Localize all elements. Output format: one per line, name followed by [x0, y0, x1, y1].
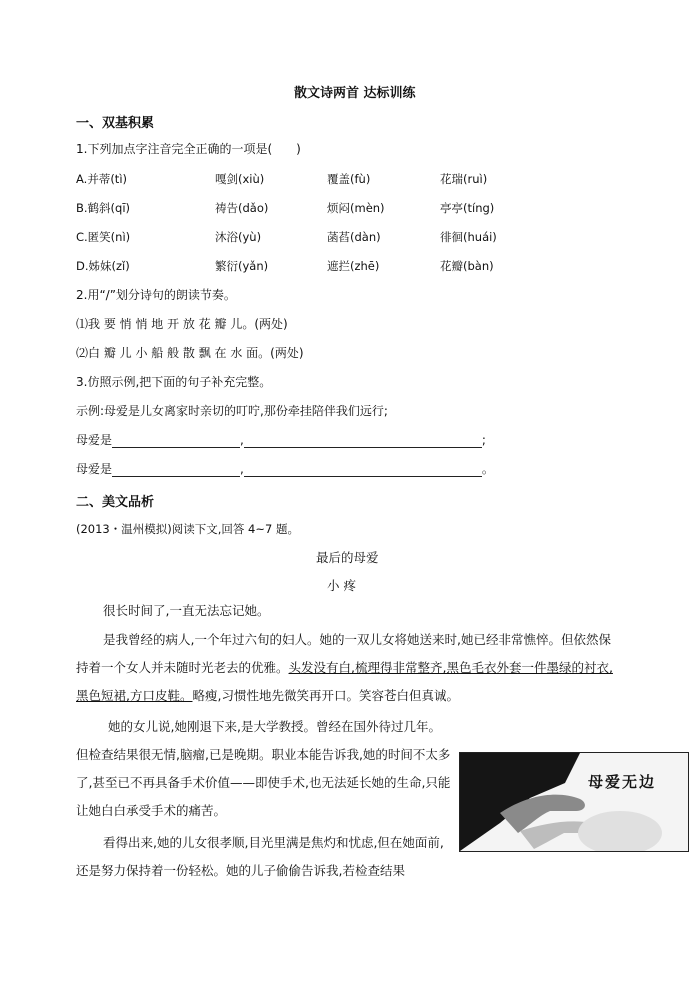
answer-blank[interactable] — [112, 463, 240, 477]
paragraph-3: 她的女儿说,她刚退下来,是大学教授。曾经在国外待过几年。但检查结果很无情,脑瘤,已是晚期。职业本能告诉我,她的时间不太多了,甚至已不再具备手术价值——即使手术,也无法延长她的生命,只能让她白白承受手术的痛苦。 — [76, 719, 451, 818]
q1-option-a-2: 嘎剑(xiù) — [215, 172, 265, 186]
q1-option-b-2: 祷告(dǎo) — [215, 201, 269, 215]
q1-option-c-2: 沐浴(yù) — [215, 230, 262, 244]
q3-line1-prefix: 母爱是 — [76, 433, 113, 447]
q3-line2-end: 。 — [481, 462, 494, 476]
q2-stem: 2.用“/”划分诗句的朗读节奏。 — [76, 288, 236, 302]
mother-love-image — [459, 752, 689, 852]
q1-option-b-4: 亭亭(tíng) — [440, 201, 495, 215]
paragraph-2-underlined: 头发没有白,梳理得非常整齐,黑色毛衣外套一件墨绿的衬衣,黑色短裙,方口皮鞋。 — [76, 660, 613, 703]
answer-blank[interactable] — [112, 434, 240, 448]
q1-option-a-3: 覆盖(fù) — [327, 172, 371, 186]
q1-option-a-1: A.并蒂(tì) — [76, 172, 127, 186]
paragraph-1: 很长时间了,一直无法忘记她。 — [103, 603, 270, 618]
section2-heading: 二、美文品析 — [76, 495, 155, 510]
q1-option-d-2: 繁衍(yǎn) — [215, 259, 269, 273]
source-note: (2013・温州模拟)阅读下文,回答 4~7 题。 — [76, 522, 299, 536]
q3-example: 示例:母爱是儿女离家时亲切的叮咛,那份牵挂陪伴我们远行; — [76, 404, 388, 418]
q1-option-c-1: C.匿笑(nì) — [76, 230, 131, 244]
page-title: 散文诗两首 达标训练 — [294, 86, 416, 101]
q1-option-c-3: 菡萏(dàn) — [327, 230, 381, 244]
q1-option-d-1: D.姊妹(zǐ) — [76, 259, 130, 273]
q1-option-d-3: 遮拦(zhē) — [327, 259, 380, 273]
paragraph-2-text-a: 是我曾经的病人,一个年过六旬的妇人。她的一双儿女将她送来时,她已经非常憔悴。但依然保持着一个女人并未随时光老去的优雅。 — [76, 632, 611, 675]
q3-line-1: 母爱是 , ; — [76, 433, 486, 447]
q3-line2-prefix: 母爱是 — [76, 462, 113, 476]
answer-blank[interactable] — [244, 463, 482, 477]
q2-item-2: ⑵白 瓣 儿 小 船 般 散 飘 在 水 面。(两处) — [76, 346, 304, 360]
paragraph-4: 看得出来,她的儿女很孝顺,目光里满是焦灼和忧虑,但在她面前,还是努力保持着一份轻松。她的儿子偷偷告诉我,若检查结果 — [76, 835, 444, 878]
q3-line1-end: ; — [481, 433, 486, 447]
paragraph-2 — [76, 626, 618, 710]
image-caption: 母爱无边 — [588, 773, 657, 791]
article-title: 最后的母爱 — [316, 550, 379, 565]
q1-option-a-4: 花瑞(ruì) — [440, 172, 488, 186]
q3-line-2: 母爱是 , 。 — [76, 462, 494, 476]
q2-item-1: ⑴我 要 悄 悄 地 开 放 花 瓣 儿。(两处) — [76, 317, 288, 331]
q1-option-b-1: B.鹤斜(qī) — [76, 201, 131, 215]
hand-holding-icon — [460, 753, 688, 851]
article-author: 小 疼 — [327, 578, 356, 593]
answer-blank[interactable] — [244, 434, 482, 448]
q1-stem: 1.下列加点字注音完全正确的一项是( ) — [76, 142, 301, 156]
section1-heading: 一、双基积累 — [76, 116, 155, 131]
q3-stem: 3.仿照示例,把下面的句子补充完整。 — [76, 375, 272, 389]
q1-option-b-3: 烦闷(mèn) — [327, 201, 385, 215]
q1-option-d-4: 花瓣(bàn) — [440, 259, 494, 273]
paragraph-2-text-b: 略瘦,习惯性地先微笑再开口。笑容苍白但真诚。 — [192, 688, 459, 703]
q1-option-c-4: 徘徊(huái) — [440, 230, 497, 244]
